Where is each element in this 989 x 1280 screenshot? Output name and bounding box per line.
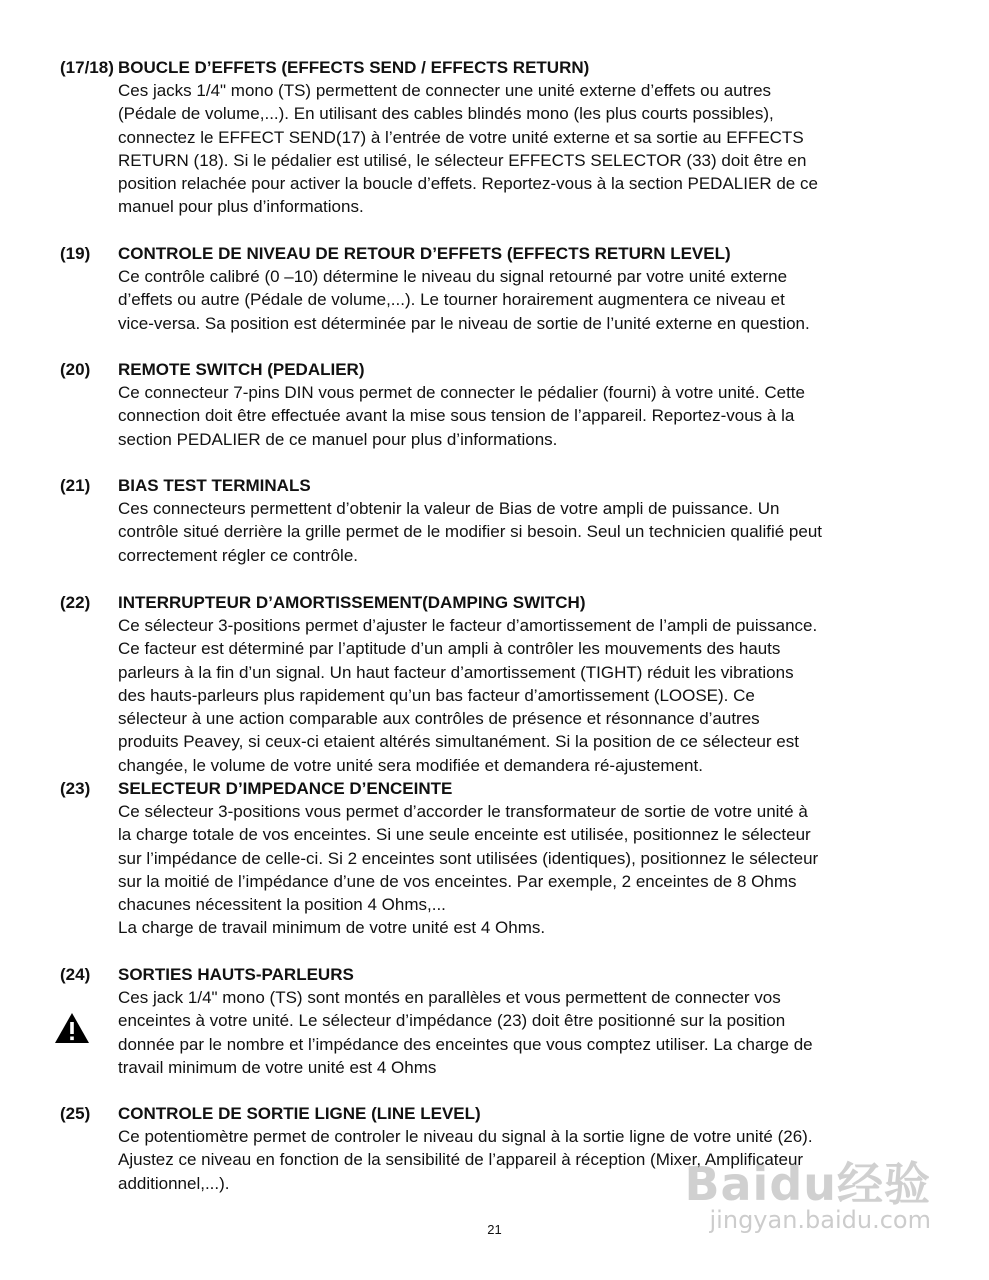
section-effects-return-level [60,242,940,335]
section-body: Ces jacks 1/4" mono (TS) permettent de connecter une unité externe d’effets ou autres (Pédale de volume,...). En utilisant des cables blindés mono (les plus courts possibles), connectez le EFFECT SEND(17) à l’entrée de votre unité externe et sa sortie au EFFECTS RETURN (18). Si le pédalier est utilisé, le sélecteur EFFECTS SELECTOR (33) doit être en position relachée pour activer la boucle d’effets. Reportez-vous à la section PEDALIER de ce manuel pour plus d’informations. [118,81,818,217]
section-body: Ces jack 1/4" mono (TS) sont montés en parallèles et vous permettent de connecter vos enceintes à votre unité. Le sélecteur d’impédance (23) doit être positionné sur la position donnée par le nombre et l’impédance des enceintes que vous comptez utiliser. La charge de travail minimum de votre unité est 4 Ohms [118,988,813,1077]
section-heading: BOUCLE D’EFFETS (EFFECTS SEND / EFFECTS RETURN) [118,58,590,77]
section-number: (22) [60,593,91,612]
section-body: Ce sélecteur 3-positions vous permet d’accorder le transformateur de sortie de votre unité à la charge totale de vos enceintes. Si une seule enceinte est utilisée, positionnez le sélecteur sur l’impédance de celle-ci. Si 2 enceintes sont utilisées (identiques), positionnez le sélecteur sur la moitié de l’impédance d’une de vos enceintes. Par exemple, 2 enceintes de 8 Ohms chacunes nécessitent la position 4 Ohms,... La charge de travail minimum de votre unité est 4 Ohms. [118,802,819,938]
section-body: Ces connecteurs permettent d’obtenir la valeur de Bias de votre ampli de puissance. Un contrôle situé derrière la grille permet de le modifier si besoin. Seul un technicien qualifié peut correctement régler ce contrôle. [118,499,822,565]
section-number: (17/18) [60,58,114,77]
section-heading: REMOTE SWITCH (PEDALIER) [118,360,365,379]
section-effects-loop [60,56,940,219]
section-speaker-outputs [60,963,940,1079]
section-heading: SELECTEUR D’IMPEDANCE D’ENCEINTE [118,779,453,798]
section-body: Ce connecteur 7-pins DIN vous permet de connecter le pédalier (fourni) à votre unité. Cette connection doit être effectuée avant la mise sous tension de l’appareil. Reportez-vous à la section PEDALIER de ce manuel pour plus d’informations. [118,383,805,449]
section-number: (21) [60,476,91,495]
section-impedance-selector [60,777,940,940]
watermark-logo: Baidu经验 [684,1157,931,1211]
section-heading: SORTIES HAUTS-PARLEURS [118,965,354,984]
section-heading: CONTROLE DE SORTIE LIGNE (LINE LEVEL) [118,1104,481,1123]
section-number: (19) [60,244,91,263]
section-body: Ce contrôle calibré (0 –10) détermine le niveau du signal retourné par votre unité externe d’effets ou autre (Pédale de volume,...). Le tourner horairement augmentera ce niveau et vice-versa. Sa position est déterminée par le niveau de sortie de l’unité externe en question. [118,267,810,333]
section-remote-switch [60,358,940,451]
section-number: (24) [60,965,91,984]
warning-triangle-icon [54,1012,90,1044]
section-heading: INTERRUPTEUR D’AMORTISSEMENT(DAMPING SWITCH) [118,593,586,612]
section-number: (25) [60,1104,91,1123]
section-heading: CONTROLE DE NIVEAU DE RETOUR D’EFFETS (EFFECTS RETURN LEVEL) [118,244,731,263]
section-heading: BIAS TEST TERMINALS [118,476,311,495]
section-body: Ce sélecteur 3-positions permet d’ajuster le facteur d’amortissement de l’ampli de puissance. Ce facteur est déterminé par l’aptitude d’un ampli à contrôler les mouvements des hauts parleurs à la fin d’un signal. Un haut facteur d’amortissement (TIGHT) réduit les vibrations des hauts-parleurs plus rapidement qu’un bas facteur d’amortissement (LOOSE). Ce sélecteur à une action comparable aux contrôles de présence et résonnance d’autres produits Peavey, si ceux-ci etaient altérés simultanément. Si la position de ce sélecteur est changée, le volume de votre unité sera modifiée et demandera ré-ajustement. [118,616,818,775]
section-body: Ce potentiomètre permet de controler le niveau du signal à la sortie ligne de votre unité (26). Ajustez ce niveau en fonction de la sensibilité de l’appareil à réception (Mixer, Amplificateur additionnel,...). [118,1127,813,1193]
page-number: 21 [487,1222,502,1237]
section-damping-switch [60,591,940,777]
section-bias-test-terminals [60,474,940,567]
watermark-url: jingyan.baidu.com [709,1206,931,1234]
section-number: (20) [60,360,91,379]
section-number: (23) [60,779,91,798]
